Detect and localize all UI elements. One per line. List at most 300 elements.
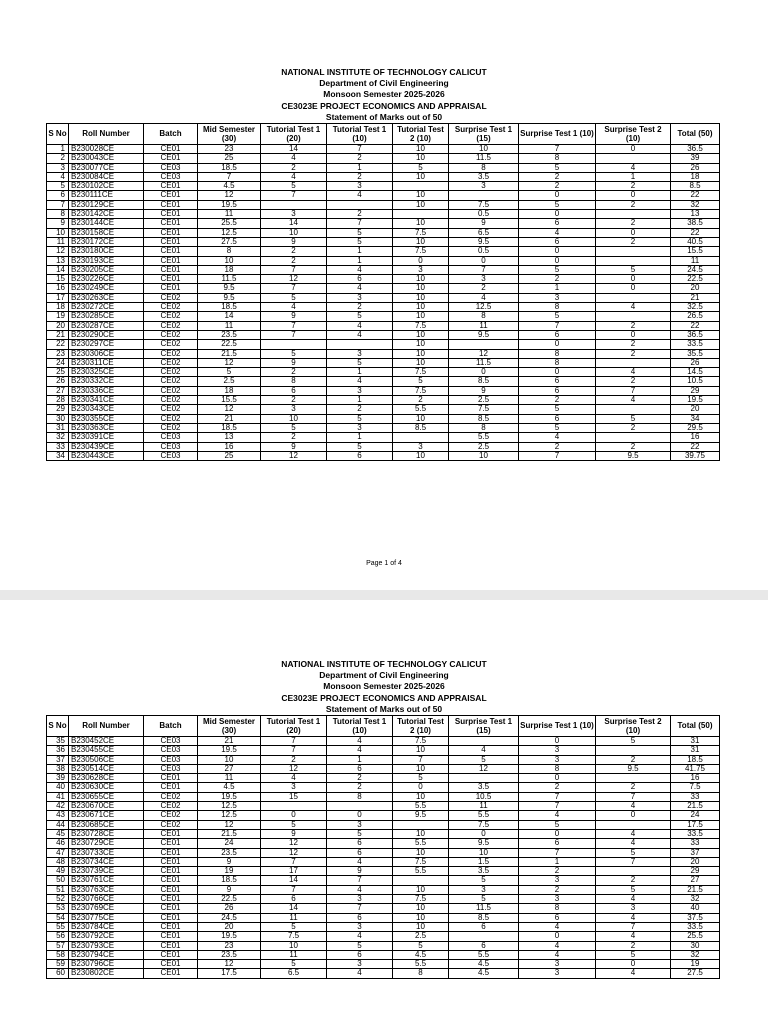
- table-cell: 7: [261, 885, 327, 894]
- table-cell: 9: [327, 867, 393, 876]
- table-cell: 7.5: [393, 386, 449, 395]
- table-cell: B230325CE: [69, 368, 144, 377]
- table-cell: 22.5: [671, 275, 720, 284]
- table-cell: 4.5: [449, 969, 519, 978]
- table-cell: 7.5: [449, 405, 519, 414]
- table-cell: 29: [671, 386, 720, 395]
- table-cell: B230733CE: [69, 848, 144, 857]
- table-cell: B230729CE: [69, 839, 144, 848]
- table-cell: 17.5: [198, 969, 261, 978]
- table-cell: 0: [519, 191, 596, 200]
- table-cell: 7.5: [261, 932, 327, 941]
- table-cell: 23.5: [198, 950, 261, 959]
- table-cell: 10: [393, 848, 449, 857]
- table-cell: CE02: [144, 312, 198, 321]
- table-cell: 21.5: [198, 829, 261, 838]
- table-cell: 48: [47, 857, 69, 866]
- table-row: [47, 960, 720, 969]
- table-cell: 3: [261, 210, 327, 219]
- page-number: Page 1 of 4: [366, 560, 402, 567]
- table-cell: 0.5: [449, 210, 519, 219]
- course-title: CE3023E PROJECT ECONOMICS AND APPRAISAL: [281, 692, 487, 703]
- table-cell: CE01: [144, 848, 198, 857]
- table-cell: CE01: [144, 265, 198, 274]
- table-cell: 23: [198, 145, 261, 154]
- table-cell: 23: [198, 941, 261, 950]
- table-cell: 5: [449, 755, 519, 764]
- table-cell: 24.5: [198, 913, 261, 922]
- table-cell: 10: [393, 349, 449, 358]
- table-cell: 22: [671, 321, 720, 330]
- table-cell: 9.5: [449, 839, 519, 848]
- table-cell: 56: [47, 932, 69, 941]
- table-cell: 5: [327, 414, 393, 423]
- column-header: Tutorial Test 1 (10): [327, 124, 393, 145]
- table-row: [47, 913, 720, 922]
- column-header: Surprise Test 1 (10): [519, 716, 596, 737]
- table-cell: 44: [47, 820, 69, 829]
- table-cell: 8.5: [671, 182, 720, 191]
- table-cell: 5: [261, 182, 327, 191]
- table-cell: 6.5: [261, 969, 327, 978]
- table-cell: 5: [327, 358, 393, 367]
- table-cell: 19.5: [198, 746, 261, 755]
- table-cell: 53: [47, 904, 69, 913]
- table-cell: 19.5: [198, 200, 261, 209]
- table-cell: 6: [519, 414, 596, 423]
- table-cell: B230158CE: [69, 228, 144, 237]
- table-cell: 10: [198, 755, 261, 764]
- table-cell: B230142CE: [69, 210, 144, 219]
- table-cell: 16: [47, 284, 69, 293]
- table-cell: CE03: [144, 737, 198, 746]
- table-cell: 2: [596, 941, 671, 950]
- table-cell: 7.5: [393, 368, 449, 377]
- table-cell: B230129CE: [69, 200, 144, 209]
- table-cell: [596, 256, 671, 265]
- table-cell: 2: [519, 885, 596, 894]
- table-row: [47, 414, 720, 423]
- table-cell: 1: [327, 368, 393, 377]
- table-cell: 6: [519, 386, 596, 395]
- table-cell: 10: [393, 414, 449, 423]
- table-cell: 36.5: [671, 145, 720, 154]
- table-cell: 18: [198, 386, 261, 395]
- table-cell: CE02: [144, 386, 198, 395]
- table-cell: 14: [47, 265, 69, 274]
- table-cell: [327, 340, 393, 349]
- table-cell: 22: [671, 442, 720, 451]
- table-cell: B230792CE: [69, 932, 144, 941]
- table-cell: 4: [596, 839, 671, 848]
- table-cell: 2: [596, 340, 671, 349]
- table-cell: 4: [449, 293, 519, 302]
- table-cell: [261, 802, 327, 811]
- table-cell: B230332CE: [69, 377, 144, 386]
- table-cell: B230455CE: [69, 746, 144, 755]
- table-cell: CE02: [144, 377, 198, 386]
- table-cell: 8: [393, 969, 449, 978]
- table-cell: 11: [449, 802, 519, 811]
- table-cell: CE01: [144, 200, 198, 209]
- table-cell: 12: [261, 451, 327, 460]
- table-cell: CE03: [144, 746, 198, 755]
- semester-label: Monsoon Semester 2025-2026: [323, 89, 445, 100]
- table-cell: 5: [327, 312, 393, 321]
- table-cell: 2: [596, 755, 671, 764]
- table-cell: 0: [519, 256, 596, 265]
- table-cell: 5: [596, 265, 671, 274]
- table-cell: CE01: [144, 867, 198, 876]
- table-cell: 22: [671, 228, 720, 237]
- table-cell: CE03: [144, 755, 198, 764]
- table-row: [47, 154, 720, 163]
- statement-title: Statement of Marks out of 50: [325, 111, 443, 122]
- table-cell: 0: [519, 368, 596, 377]
- table-cell: 35: [47, 737, 69, 746]
- table-cell: CE02: [144, 802, 198, 811]
- table-cell: 30: [47, 414, 69, 423]
- table-cell: 58: [47, 950, 69, 959]
- table-cell: 6: [519, 913, 596, 922]
- table-cell: CE02: [144, 414, 198, 423]
- table-cell: B230341CE: [69, 396, 144, 405]
- table-cell: 0: [519, 737, 596, 746]
- table-cell: 2: [449, 284, 519, 293]
- table-cell: 4: [449, 746, 519, 755]
- table-cell: 5: [519, 820, 596, 829]
- table-cell: 5.5: [393, 802, 449, 811]
- table-cell: 3.5: [449, 172, 519, 181]
- table-cell: 8: [519, 904, 596, 913]
- table-cell: 14: [261, 876, 327, 885]
- table-cell: [596, 358, 671, 367]
- table-cell: CE01: [144, 941, 198, 950]
- table-cell: 9: [261, 358, 327, 367]
- table-row: [47, 839, 720, 848]
- table-cell: 5: [261, 349, 327, 358]
- table-cell: 5: [327, 228, 393, 237]
- table-cell: 7: [393, 755, 449, 764]
- table-cell: 8: [519, 303, 596, 312]
- table-cell: 3: [519, 746, 596, 755]
- table-cell: 5: [393, 377, 449, 386]
- table-cell: 7: [596, 386, 671, 395]
- table-cell: 11: [198, 774, 261, 783]
- table-cell: 6: [519, 237, 596, 246]
- table-cell: CE01: [144, 219, 198, 228]
- course-title: CE3023E PROJECT ECONOMICS AND APPRAISAL: [281, 100, 487, 111]
- table-cell: 10: [393, 885, 449, 894]
- table-cell: 5.5: [393, 839, 449, 848]
- table-cell: 2: [596, 200, 671, 209]
- table-cell: 7: [47, 200, 69, 209]
- table-cell: 12: [47, 247, 69, 256]
- table-cell: 8: [449, 312, 519, 321]
- table-cell: B230043CE: [69, 154, 144, 163]
- table-cell: 4: [327, 284, 393, 293]
- table-cell: B230102CE: [69, 182, 144, 191]
- table-cell: 43: [47, 811, 69, 820]
- table-cell: 28: [47, 396, 69, 405]
- table-cell: [393, 433, 449, 442]
- table-cell: 5: [519, 200, 596, 209]
- table-cell: 26: [198, 904, 261, 913]
- table-cell: 15: [261, 792, 327, 801]
- table-cell: 11: [671, 256, 720, 265]
- table-row: [47, 932, 720, 941]
- table-row: [47, 284, 720, 293]
- table-cell: 11: [261, 913, 327, 922]
- table-cell: 10: [393, 746, 449, 755]
- table-cell: 2: [519, 867, 596, 876]
- table-cell: 10: [393, 764, 449, 773]
- table-cell: 5: [596, 848, 671, 857]
- table-cell: 9: [261, 237, 327, 246]
- table-cell: [327, 802, 393, 811]
- table-cell: 2: [261, 433, 327, 442]
- table-cell: B230802CE: [69, 969, 144, 978]
- table-cell: CE01: [144, 774, 198, 783]
- table-cell: 7: [327, 904, 393, 913]
- table-cell: B230205CE: [69, 265, 144, 274]
- table-cell: CE01: [144, 783, 198, 792]
- table-cell: [449, 932, 519, 941]
- table-cell: CE03: [144, 451, 198, 460]
- table-cell: 12: [198, 405, 261, 414]
- table-cell: 11.5: [198, 275, 261, 284]
- table-row: [47, 293, 720, 302]
- table-cell: 2: [261, 368, 327, 377]
- table-cell: 55: [47, 922, 69, 931]
- table-cell: 12.5: [449, 303, 519, 312]
- table-cell: 4.5: [449, 960, 519, 969]
- table-cell: 2: [596, 349, 671, 358]
- table-row: [47, 829, 720, 838]
- table-cell: 4.5: [198, 783, 261, 792]
- table-cell: 6: [449, 922, 519, 931]
- table-cell: 41.75: [671, 764, 720, 773]
- table-cell: 3: [327, 895, 393, 904]
- table-cell: 2: [596, 876, 671, 885]
- table-cell: 3: [519, 960, 596, 969]
- table-cell: 5: [596, 885, 671, 894]
- table-cell: CE03: [144, 163, 198, 172]
- table-cell: B230766CE: [69, 895, 144, 904]
- table-cell: 32: [671, 200, 720, 209]
- table-cell: 2.5: [449, 442, 519, 451]
- table-row: [47, 802, 720, 811]
- column-header: S No: [47, 716, 69, 737]
- institute-name: NATIONAL INSTITUTE OF TECHNOLOGY CALICUT: [281, 659, 487, 669]
- table-cell: 0.5: [449, 247, 519, 256]
- statement-title: Statement of Marks out of 50: [325, 703, 443, 714]
- table-cell: 40: [671, 904, 720, 913]
- column-header: Batch: [144, 716, 198, 737]
- table-cell: 3: [519, 895, 596, 904]
- table-cell: CE02: [144, 368, 198, 377]
- table-cell: 3: [327, 820, 393, 829]
- table-cell: 10: [393, 237, 449, 246]
- table-cell: 33.5: [671, 340, 720, 349]
- table-cell: [261, 340, 327, 349]
- table-cell: B230784CE: [69, 922, 144, 931]
- table-cell: 10: [393, 913, 449, 922]
- table-cell: B230172CE: [69, 237, 144, 246]
- table-cell: 2: [261, 247, 327, 256]
- column-header: Surprise Test 1 (10): [519, 124, 596, 145]
- table-cell: 5: [519, 312, 596, 321]
- table-cell: B230111CE: [69, 191, 144, 200]
- table-cell: 36: [47, 746, 69, 755]
- table-cell: CE01: [144, 182, 198, 191]
- table-cell: [596, 247, 671, 256]
- table-cell: 2: [596, 442, 671, 451]
- table-cell: CE02: [144, 330, 198, 339]
- table-cell: 4: [327, 746, 393, 755]
- table-cell: 8: [519, 764, 596, 773]
- table-header-row: [47, 716, 720, 737]
- table-row: [47, 386, 720, 395]
- table-row: [47, 377, 720, 386]
- table-cell: 0: [596, 330, 671, 339]
- table-row: [47, 774, 720, 783]
- table-cell: 2: [519, 182, 596, 191]
- table-cell: 1: [596, 172, 671, 181]
- table-cell: 12: [449, 349, 519, 358]
- table-cell: 2: [596, 182, 671, 191]
- table-cell: 8: [519, 358, 596, 367]
- table-cell: 10: [393, 829, 449, 838]
- table-cell: 24.5: [671, 265, 720, 274]
- table-row: [47, 219, 720, 228]
- table-cell: CE01: [144, 922, 198, 931]
- table-cell: 10: [261, 414, 327, 423]
- table-cell: 17: [47, 293, 69, 302]
- table-cell: 20: [671, 857, 720, 866]
- table-cell: 10: [393, 191, 449, 200]
- table-cell: 4: [519, 811, 596, 820]
- table-cell: [596, 774, 671, 783]
- table-cell: [261, 200, 327, 209]
- table-cell: 31: [671, 737, 720, 746]
- table-cell: 7.5: [671, 783, 720, 792]
- table-cell: 2: [519, 442, 596, 451]
- table-cell: 32: [47, 433, 69, 442]
- table-cell: B230355CE: [69, 414, 144, 423]
- table-cell: 23.5: [198, 848, 261, 857]
- table-cell: 7: [519, 145, 596, 154]
- table-cell: 2: [519, 783, 596, 792]
- table-cell: CE02: [144, 358, 198, 367]
- table-cell: 45: [47, 829, 69, 838]
- table-cell: 2: [261, 163, 327, 172]
- table-cell: 5.5: [393, 405, 449, 414]
- table-cell: 6: [261, 895, 327, 904]
- table-row: [47, 368, 720, 377]
- marks-table: [46, 123, 720, 461]
- table-cell: 3: [327, 386, 393, 395]
- table-cell: CE02: [144, 820, 198, 829]
- table-cell: 0: [596, 811, 671, 820]
- table-cell: CE03: [144, 433, 198, 442]
- table-cell: 2: [261, 256, 327, 265]
- department-name: Department of Civil Engineering: [319, 670, 449, 681]
- table-cell: 7: [519, 451, 596, 460]
- table-cell: 0: [596, 275, 671, 284]
- table-cell: 0: [596, 284, 671, 293]
- department-name: Department of Civil Engineering: [319, 78, 449, 89]
- table-row: [47, 764, 720, 773]
- column-header: S No: [47, 124, 69, 145]
- table-cell: B230249CE: [69, 284, 144, 293]
- table-cell: 19.5: [198, 932, 261, 941]
- table-cell: 12: [261, 764, 327, 773]
- table-cell: 14: [198, 312, 261, 321]
- table-cell: 7: [519, 802, 596, 811]
- table-cell: 13: [198, 433, 261, 442]
- table-cell: 22: [47, 340, 69, 349]
- table-cell: 7.5: [449, 820, 519, 829]
- table-row: [47, 321, 720, 330]
- page-header: [0, 659, 768, 715]
- table-cell: 15: [47, 275, 69, 284]
- table-cell: 32: [671, 950, 720, 959]
- table-row: [47, 941, 720, 950]
- table-cell: 0: [449, 368, 519, 377]
- table-cell: 2: [327, 210, 393, 219]
- table-cell: CE01: [144, 932, 198, 941]
- table-cell: 21.5: [671, 885, 720, 894]
- table-cell: B230671CE: [69, 811, 144, 820]
- table-cell: 18: [198, 265, 261, 274]
- table-cell: 4: [327, 737, 393, 746]
- table-cell: 8: [519, 154, 596, 163]
- table-cell: 7: [261, 321, 327, 330]
- table-row: [47, 396, 720, 405]
- table-cell: CE01: [144, 857, 198, 866]
- table-cell: 9: [449, 386, 519, 395]
- table-cell: 7: [261, 330, 327, 339]
- table-cell: 13: [671, 210, 720, 219]
- table-cell: 29: [47, 405, 69, 414]
- table-cell: B230775CE: [69, 913, 144, 922]
- table-cell: B230793CE: [69, 941, 144, 950]
- table-cell: 7: [519, 792, 596, 801]
- table-row: [47, 848, 720, 857]
- table-cell: 12.5: [198, 811, 261, 820]
- table-cell: 20: [198, 922, 261, 931]
- table-cell: 7: [261, 284, 327, 293]
- table-cell: 39: [47, 774, 69, 783]
- table-cell: 0: [449, 256, 519, 265]
- table-cell: 5.5: [449, 433, 519, 442]
- table-cell: 10: [393, 293, 449, 302]
- table-cell: CE02: [144, 349, 198, 358]
- table-cell: B230285CE: [69, 312, 144, 321]
- table-cell: 21.5: [671, 802, 720, 811]
- table-row: [47, 922, 720, 931]
- table-cell: B230630CE: [69, 783, 144, 792]
- table-cell: [596, 746, 671, 755]
- table-cell: 9.5: [596, 764, 671, 773]
- table-cell: B230272CE: [69, 303, 144, 312]
- table-cell: 7.5: [393, 737, 449, 746]
- table-cell: CE01: [144, 237, 198, 246]
- table-cell: 4: [596, 829, 671, 838]
- table-cell: 4: [596, 913, 671, 922]
- table-cell: [596, 820, 671, 829]
